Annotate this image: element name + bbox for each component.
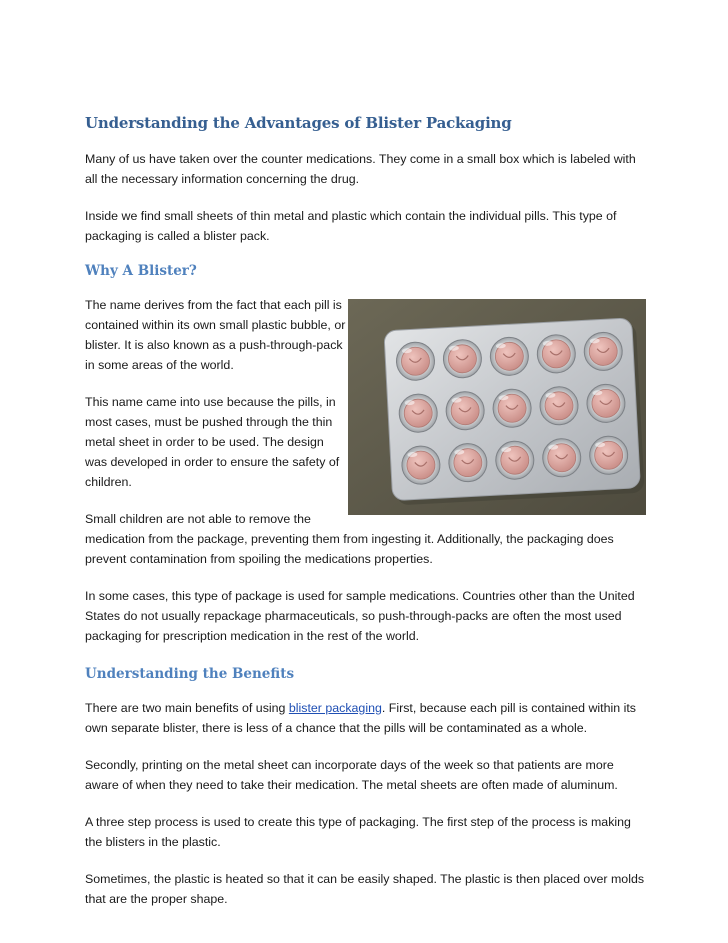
why-paragraph-3: Small children are not able to remove the medication from the package, preventing them from ingesting it. Additionally, the packaging does prevent contamination from spoiling the medications properties. (85, 512, 614, 566)
why-paragraph-4: In some cases, this type of package is used for sample medications. Countries other than the United States do not usually repackage pharmaceuticals, so push-through-packs are often the most used packaging for prescription medication in the rest of the world. (85, 589, 635, 643)
benefits-paragraph-4: Sometimes, the plastic is heated so that it can be easily shaped. The plastic is then placed over molds that are the proper shape. (85, 872, 645, 906)
benefits-paragraph-2: Secondly, printing on the metal sheet can incorporate days of the week so that patients are more aware of when they need to take their medication. The metal sheets are often made of aluminum. (85, 758, 618, 792)
benefits-text-after-link: . First, because each pill is contained within its own separate blister, there is less of a chance that the pills will be contaminated as a whole. (85, 701, 636, 735)
section-heading-benefits: Understanding the Benefits (85, 666, 295, 682)
document-title: Understanding the Advantages of Blister Packaging (85, 114, 512, 132)
document-page (85, 114, 645, 926)
why-paragraph-2: This name came into use because the pills, in most cases, must be pushed through the thin metal sheet in order to be used. The design was developed in order to ensure the safety of children. (85, 395, 340, 489)
benefits-paragraph-1 (85, 698, 645, 738)
why-paragraph-1: The name derives from the fact that each pill is contained within its own small plastic bubble, or blister. It is also known as a push-through-pack in some areas of the world. (85, 298, 346, 372)
benefits-text-before-link: There are two main benefits of using (85, 701, 289, 715)
intro-paragraph-1: Many of us have taken over the counter medications. They come in a small box which is labeled with all the necessary information concerning the drug. (85, 152, 636, 186)
section-heading-why: Why A Blister? (85, 263, 197, 279)
benefits-paragraph-3: A three step process is used to create this type of packaging. The first step of the process is making the blisters in the plastic. (85, 815, 631, 849)
blister-pack-photo (348, 299, 646, 515)
blister-packaging-link[interactable]: blister packaging (288, 701, 382, 715)
intro-paragraph-2: Inside we find small sheets of thin metal and plastic which contain the individual pills. This type of packaging is called a blister pack. (85, 209, 617, 243)
